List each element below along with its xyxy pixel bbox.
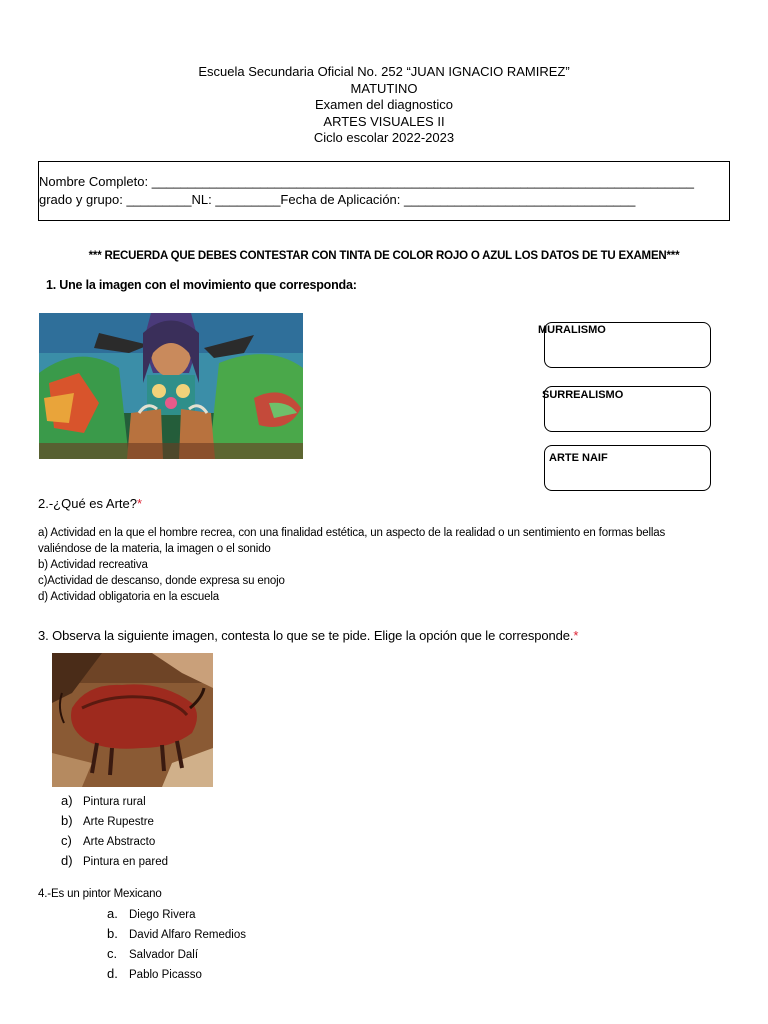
option-letter: d) <box>61 853 73 868</box>
option-text: Pablo Picasso <box>129 969 202 981</box>
group-date-line[interactable]: grado y grupo: _________NL: _________Fecha de Aplicación: ________________________________ <box>39 192 636 207</box>
label-surrealismo: SURREALISMO <box>542 389 624 401</box>
q4-option-c[interactable] <box>107 946 198 961</box>
option-letter: d. <box>107 966 118 981</box>
required-mark: * <box>137 496 143 511</box>
option-text: David Alfaro Remedios <box>129 929 246 941</box>
q4-option-a[interactable] <box>107 906 195 921</box>
question-3-title <box>38 628 578 643</box>
question-1-title: 1. Une la imagen con el movimiento que corresponda: <box>46 278 357 292</box>
q4-option-d[interactable] <box>107 966 202 981</box>
option-letter: c. <box>107 946 118 961</box>
option-text: Pintura en pared <box>83 856 169 868</box>
q2-option-b[interactable]: b) Actividad recreativa <box>38 559 148 571</box>
q2-option-d[interactable]: d) Actividad obligatoria en la escuela <box>38 591 219 603</box>
question-2-options <box>38 525 665 605</box>
option-letter: b) <box>61 813 73 828</box>
student-info-box <box>38 161 730 221</box>
q4-option-b[interactable] <box>107 926 246 941</box>
q2-option-a[interactable]: a) Actividad en la que el hombre recrea, con una finalidad estética, un aspecto de la realidad o un sentimiento en formas bellas <box>38 527 666 539</box>
question-3-text: 3. Observa la siguiente imagen, contesta lo que se te pide. Elige la opción que le corresponde. <box>38 628 574 643</box>
q2-option-a-cont[interactable]: valiéndose de la materia, la imagen o el sonido <box>38 543 271 555</box>
q2-option-c[interactable]: c)Actividad de descanso, donde expresa su enojo <box>38 575 285 587</box>
school-cycle: Ciclo escolar 2022-2023 <box>313 130 455 145</box>
q3-option-c[interactable] <box>61 833 155 848</box>
option-letter: b. <box>107 926 118 941</box>
option-text: Salvador Dalí <box>129 949 199 961</box>
label-muralismo: MURALISMO <box>538 324 606 336</box>
option-text: Pintura rural <box>83 796 146 808</box>
exam-title: Examen del diagnostico <box>314 97 454 112</box>
question-2-text: 2.-¿Qué es Arte? <box>38 496 137 511</box>
option-text: Arte Abstracto <box>83 836 156 848</box>
subject: ARTES VISUALES II <box>323 113 445 129</box>
name-line[interactable]: Nombre Completo: ___________________________________________________________________________ <box>39 174 694 189</box>
question-4-title: 4.-Es un pintor Mexicano <box>38 888 162 900</box>
required-mark: * <box>573 628 579 643</box>
mural-image <box>39 313 303 459</box>
option-text: Diego Rivera <box>129 909 196 921</box>
option-letter: a. <box>107 906 118 921</box>
label-arte-naif: ARTE NAIF <box>549 452 608 464</box>
option-text: Arte Rupestre <box>83 816 154 828</box>
q3-option-d[interactable] <box>61 853 168 868</box>
exam-header <box>0 64 768 147</box>
shift: MATUTINO <box>350 80 418 96</box>
q3-option-b[interactable] <box>61 813 154 828</box>
option-letter: a) <box>61 793 73 808</box>
school-name: Escuela Secundaria Oficial No. 252 “JUAN IGNACIO RAMIREZ” <box>198 64 570 79</box>
instruction-text: *** RECUERDA QUE DEBES CONTESTAR CON TINTA DE COLOR ROJO O AZUL LOS DATOS DE TU EXAMEN*** <box>88 250 680 262</box>
option-letter: c) <box>61 833 72 848</box>
q3-option-a[interactable] <box>61 793 146 808</box>
question-2-title <box>38 496 142 511</box>
cave-painting-image <box>52 653 213 787</box>
